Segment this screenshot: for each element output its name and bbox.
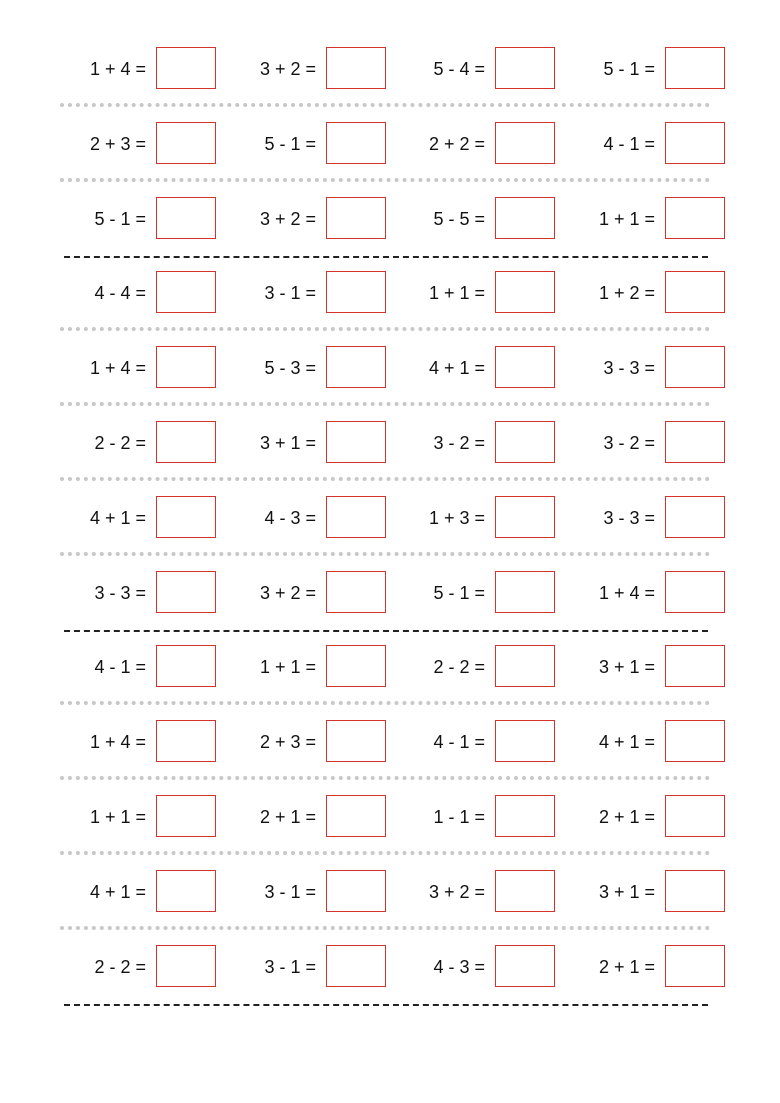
answer-box[interactable] xyxy=(156,496,216,538)
math-problem xyxy=(56,496,216,540)
problem-expression: 1 + 1 = xyxy=(89,807,146,827)
dashed-separator-line xyxy=(64,630,708,632)
answer-box[interactable] xyxy=(495,571,555,613)
problem-expression: 5 - 3 = xyxy=(264,358,316,379)
problem-expression: 2 + 1 = xyxy=(598,807,655,827)
math-problem xyxy=(565,571,725,615)
answer-box[interactable] xyxy=(326,47,386,89)
math-problem xyxy=(226,47,386,91)
math-problem xyxy=(56,720,216,764)
answer-box[interactable] xyxy=(156,720,216,762)
answer-box[interactable] xyxy=(326,720,386,762)
math-problem xyxy=(226,870,386,914)
problem-expression: 1 + 1 = xyxy=(428,283,485,304)
math-problem xyxy=(226,720,386,764)
math-problem xyxy=(395,47,555,91)
problem-expression: 1 + 1 = xyxy=(259,657,316,678)
answer-box[interactable] xyxy=(156,271,216,313)
math-problem xyxy=(565,47,725,91)
dotted-separator-line xyxy=(60,701,710,705)
math-problem xyxy=(56,571,216,615)
problem-row xyxy=(0,496,780,540)
answer-box[interactable] xyxy=(665,197,725,239)
problem-expression: 3 + 2 = xyxy=(428,881,485,902)
problem-expression: 5 - 1 = xyxy=(264,133,316,154)
answer-box[interactable] xyxy=(495,945,555,987)
problem-expression: 3 + 1 = xyxy=(259,433,316,453)
answer-box[interactable] xyxy=(495,870,555,912)
problem-expression: 1 + 4 = xyxy=(89,732,146,753)
math-problem xyxy=(56,421,216,465)
problem-expression: 5 - 1 = xyxy=(94,208,146,229)
answer-box[interactable] xyxy=(156,122,216,164)
problem-expression: 1 + 1 = xyxy=(598,208,655,229)
answer-box[interactable] xyxy=(326,870,386,912)
math-problem xyxy=(565,720,725,764)
answer-box[interactable] xyxy=(326,122,386,164)
math-problem xyxy=(395,795,555,839)
problem-expression: 1 + 3 = xyxy=(428,507,485,528)
math-problem xyxy=(226,122,386,166)
problem-expression: 3 - 2 = xyxy=(603,433,655,453)
problem-expression: 2 + 3 = xyxy=(259,732,316,753)
math-problem xyxy=(395,197,555,241)
answer-box[interactable] xyxy=(665,870,725,912)
answer-box[interactable] xyxy=(495,271,555,313)
problem-expression: 3 + 2 = xyxy=(259,582,316,603)
answer-box[interactable] xyxy=(156,945,216,987)
problem-expression: 3 - 2 = xyxy=(433,433,485,453)
answer-box[interactable] xyxy=(156,795,216,837)
dotted-separator-line xyxy=(60,477,710,481)
dotted-separator-line xyxy=(60,926,710,930)
math-problem xyxy=(565,945,725,989)
math-problem xyxy=(56,47,216,91)
math-problem xyxy=(56,346,216,390)
problem-expression: 3 + 2 = xyxy=(259,59,316,79)
problem-expression: 3 - 1 = xyxy=(264,956,316,977)
problem-expression: 2 + 2 = xyxy=(428,133,485,154)
problem-expression: 3 - 3 = xyxy=(603,507,655,528)
math-problem xyxy=(565,421,725,465)
problem-row xyxy=(0,346,780,390)
math-problem xyxy=(226,645,386,689)
problem-row xyxy=(0,197,780,241)
problem-expression: 4 + 1 = xyxy=(89,507,146,528)
problem-expression: 4 - 1 = xyxy=(94,657,146,678)
math-problem xyxy=(56,645,216,689)
answer-box[interactable] xyxy=(495,47,555,89)
math-problem xyxy=(226,271,386,315)
problem-row xyxy=(0,870,780,914)
answer-box[interactable] xyxy=(665,945,725,987)
math-problem xyxy=(395,945,555,989)
answer-box[interactable] xyxy=(495,720,555,762)
answer-box[interactable] xyxy=(326,645,386,687)
dotted-separator-line xyxy=(60,327,710,331)
problem-expression: 5 - 1 = xyxy=(603,59,655,79)
problem-expression: 4 + 1 = xyxy=(428,358,485,379)
dotted-separator-line xyxy=(60,851,710,855)
problem-expression: 4 - 4 = xyxy=(94,283,146,304)
math-problem xyxy=(565,496,725,540)
problem-expression: 4 - 1 = xyxy=(433,732,485,753)
problem-row xyxy=(0,795,780,839)
math-problem xyxy=(565,346,725,390)
math-problem xyxy=(565,645,725,689)
problem-expression: 2 - 2 = xyxy=(94,956,146,977)
problem-expression: 2 + 3 = xyxy=(89,133,146,154)
answer-box[interactable] xyxy=(156,197,216,239)
problem-row xyxy=(0,720,780,764)
math-problem xyxy=(226,421,386,465)
problem-expression: 1 - 1 = xyxy=(433,807,485,827)
dotted-separator-line xyxy=(60,103,710,107)
math-problem xyxy=(56,795,216,839)
math-problem xyxy=(395,720,555,764)
math-problem xyxy=(56,197,216,241)
problem-expression: 4 + 1 = xyxy=(598,732,655,753)
problem-expression: 5 - 1 = xyxy=(433,582,485,603)
problem-expression: 2 - 2 = xyxy=(94,433,146,453)
dotted-separator-line xyxy=(60,178,710,182)
answer-box[interactable] xyxy=(326,421,386,463)
problem-expression: 1 + 4 = xyxy=(598,582,655,603)
problem-expression: 4 + 1 = xyxy=(89,881,146,902)
answer-box[interactable] xyxy=(495,346,555,388)
math-problem xyxy=(395,870,555,914)
dashed-separator-line xyxy=(64,256,708,258)
math-problem xyxy=(56,870,216,914)
dotted-separator-line xyxy=(60,402,710,406)
problem-row xyxy=(0,47,780,91)
problem-expression: 2 + 1 = xyxy=(598,956,655,977)
problem-expression: 1 + 4 = xyxy=(89,59,146,79)
answer-box[interactable] xyxy=(665,271,725,313)
answer-box[interactable] xyxy=(665,496,725,538)
answer-box[interactable] xyxy=(326,496,386,538)
math-problem xyxy=(565,197,725,241)
math-problem xyxy=(226,571,386,615)
answer-box[interactable] xyxy=(156,645,216,687)
problem-expression: 1 + 4 = xyxy=(89,358,146,379)
answer-box[interactable] xyxy=(156,47,216,89)
answer-box[interactable] xyxy=(326,197,386,239)
answer-box[interactable] xyxy=(665,122,725,164)
answer-box[interactable] xyxy=(665,346,725,388)
answer-box[interactable] xyxy=(326,795,386,837)
math-problem xyxy=(226,795,386,839)
problem-expression: 3 + 1 = xyxy=(598,881,655,902)
answer-box[interactable] xyxy=(495,496,555,538)
math-problem xyxy=(565,870,725,914)
answer-box[interactable] xyxy=(326,346,386,388)
problem-expression: 4 - 3 = xyxy=(433,956,485,977)
answer-box[interactable] xyxy=(665,421,725,463)
math-problem xyxy=(226,197,386,241)
math-problem xyxy=(56,945,216,989)
math-problem xyxy=(395,421,555,465)
math-problem xyxy=(565,795,725,839)
math-problem xyxy=(226,945,386,989)
problem-expression: 3 + 2 = xyxy=(259,208,316,229)
answer-box[interactable] xyxy=(495,421,555,463)
problem-expression: 4 - 3 = xyxy=(264,507,316,528)
math-problem xyxy=(395,571,555,615)
problem-expression: 1 + 2 = xyxy=(598,283,655,304)
answer-box[interactable] xyxy=(665,720,725,762)
problem-expression: 3 - 1 = xyxy=(264,881,316,902)
math-problem xyxy=(395,496,555,540)
dashed-separator-line xyxy=(64,1004,708,1006)
math-problem xyxy=(565,122,725,166)
math-problem xyxy=(56,271,216,315)
math-problem xyxy=(395,645,555,689)
problem-row xyxy=(0,122,780,166)
problem-expression: 5 - 5 = xyxy=(433,208,485,229)
problem-expression: 5 - 4 = xyxy=(433,59,485,79)
answer-box[interactable] xyxy=(665,795,725,837)
math-problem xyxy=(395,271,555,315)
math-problem xyxy=(565,271,725,315)
math-problem xyxy=(395,346,555,390)
answer-box[interactable] xyxy=(326,571,386,613)
problem-row xyxy=(0,271,780,315)
answer-box[interactable] xyxy=(156,346,216,388)
answer-box[interactable] xyxy=(326,945,386,987)
answer-box[interactable] xyxy=(156,870,216,912)
problem-row xyxy=(0,421,780,465)
answer-box[interactable] xyxy=(326,271,386,313)
problem-row xyxy=(0,645,780,689)
answer-box[interactable] xyxy=(156,421,216,463)
answer-box[interactable] xyxy=(495,122,555,164)
problem-row xyxy=(0,945,780,989)
problem-expression: 3 - 1 = xyxy=(264,283,316,304)
answer-box[interactable] xyxy=(665,47,725,89)
answer-box[interactable] xyxy=(665,645,725,687)
answer-box[interactable] xyxy=(495,197,555,239)
math-problem xyxy=(226,346,386,390)
math-problem xyxy=(395,122,555,166)
answer-box[interactable] xyxy=(156,571,216,613)
problem-expression: 4 - 1 = xyxy=(603,133,655,154)
answer-box[interactable] xyxy=(665,571,725,613)
dotted-separator-line xyxy=(60,776,710,780)
answer-box[interactable] xyxy=(495,795,555,837)
math-problem xyxy=(226,496,386,540)
problem-row xyxy=(0,571,780,615)
math-problem xyxy=(56,122,216,166)
problem-expression: 3 + 1 = xyxy=(598,657,655,678)
answer-box[interactable] xyxy=(495,645,555,687)
problem-expression: 2 + 1 = xyxy=(259,807,316,827)
dotted-separator-line xyxy=(60,552,710,556)
problem-expression: 3 - 3 = xyxy=(603,358,655,379)
problem-expression: 3 - 3 = xyxy=(94,582,146,603)
problem-expression: 2 - 2 = xyxy=(433,657,485,678)
